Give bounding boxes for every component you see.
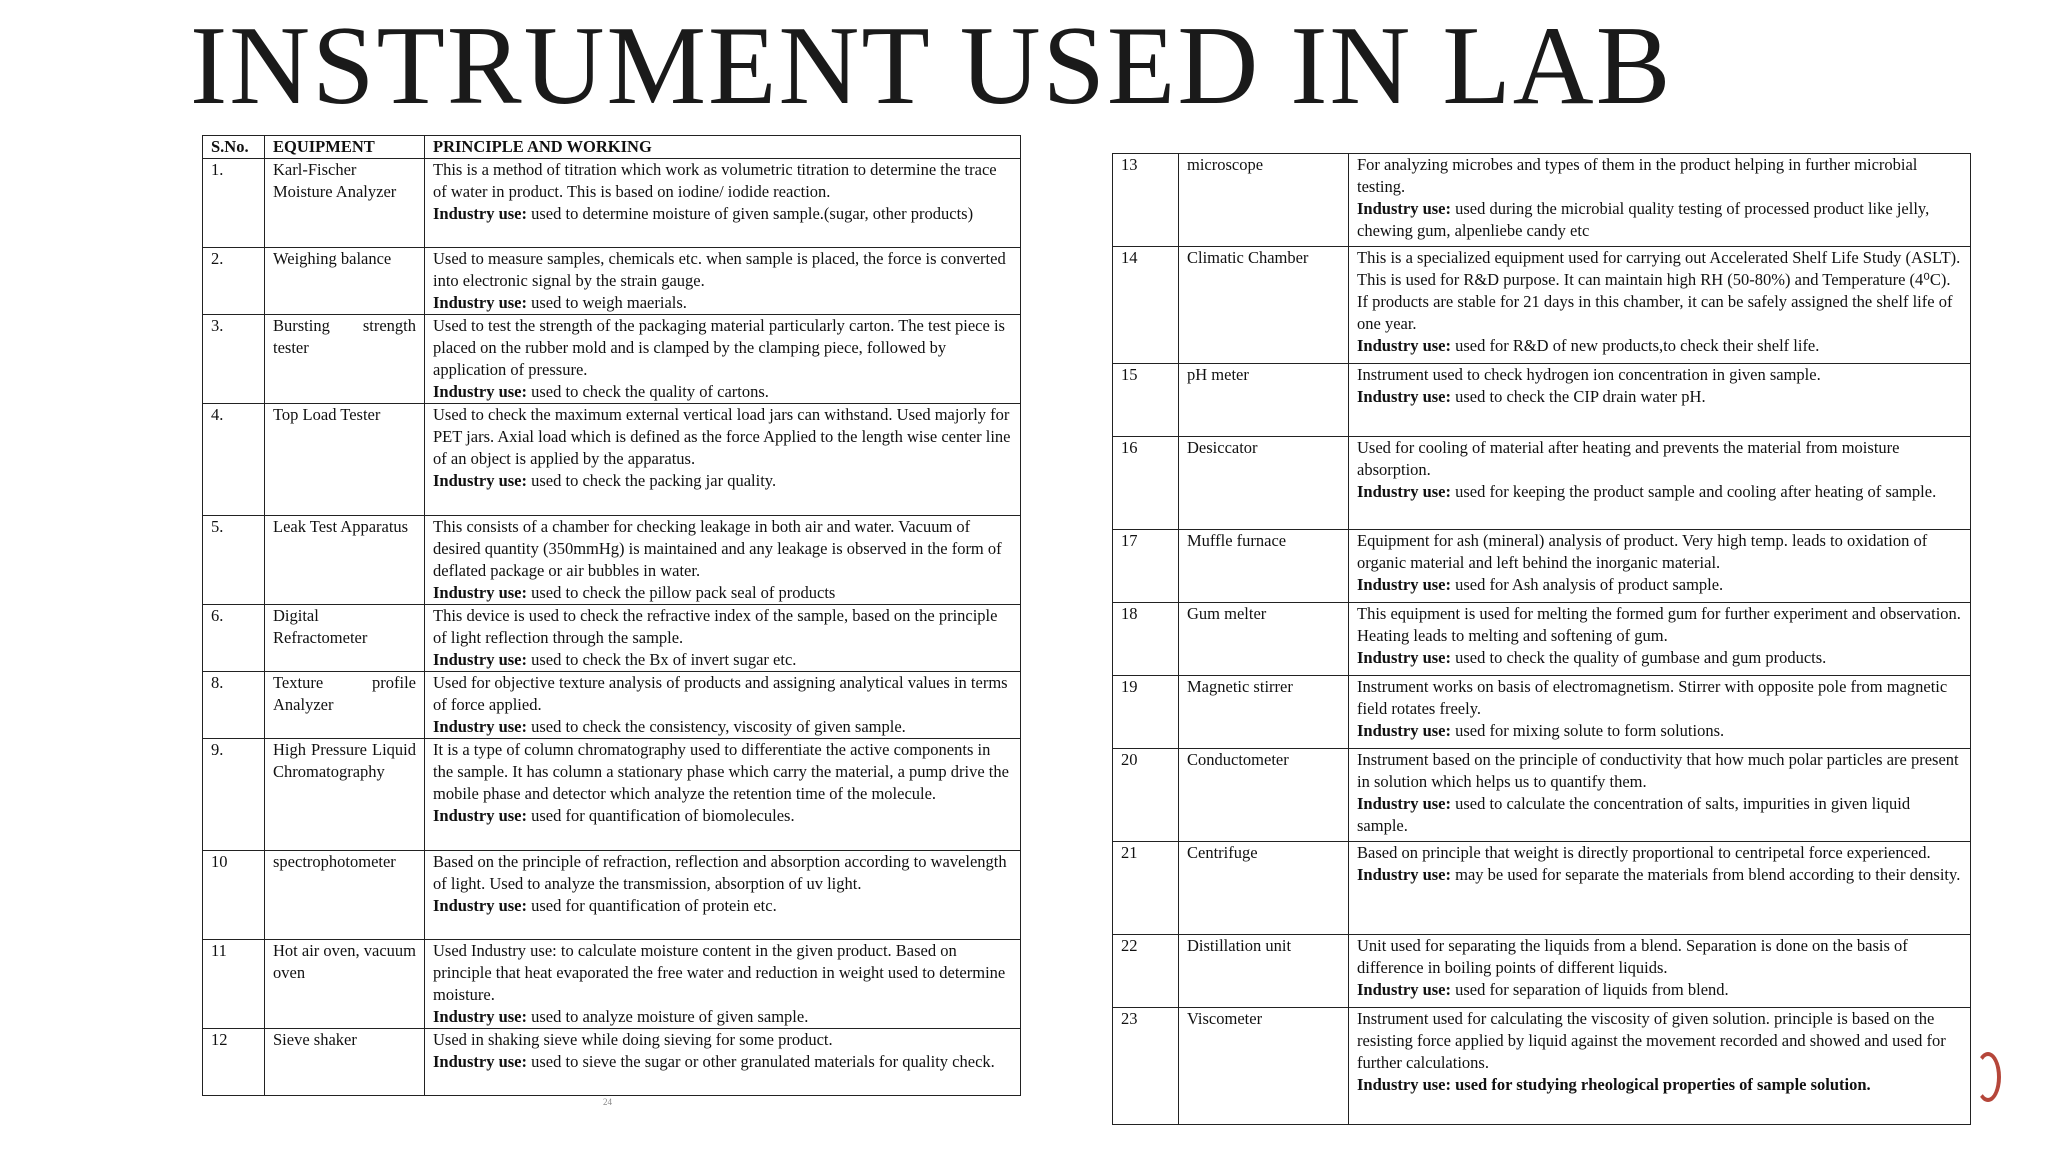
industry-use-text: used to check the quality of gumbase and gum products. [1455, 648, 1827, 667]
right-table-body [1113, 154, 1971, 1125]
principle-text: Used to check the maximum external vertical load jars can withstand. Used majorly for PET jars. Axial load which is defined as the force Applied to the length wise center line of an object is applied by the apparatus. [433, 405, 1011, 468]
industry-use-label: Industry use: [433, 717, 527, 736]
table-row [1113, 603, 1971, 676]
table-row [203, 248, 1021, 315]
serial-number-cell: 16 [1113, 437, 1179, 530]
principle-text: Instrument works on basis of electromagnetism. Stirrer with opposite pole from magnetic field rotates freely. [1357, 677, 1948, 718]
left-table-body [203, 159, 1021, 1096]
industry-use-text: used for mixing solute to form solutions. [1455, 721, 1725, 740]
table-row [203, 1029, 1021, 1096]
serial-number-cell: 2. [203, 248, 265, 315]
industry-use-label: Industry use: [1357, 648, 1451, 667]
table-row [203, 672, 1021, 739]
table-row [1113, 364, 1971, 437]
principle-text: This equipment is used for melting the formed gum for further experiment and observation. Heating leads to melting and softening of gum. [1357, 604, 1961, 645]
industry-use-label: Industry use: [1357, 1075, 1451, 1094]
principle-text: This consists of a chamber for checking leakage in both air and water. Vacuum of desired quantity (350mmHg) is maintained and any leakage is observed in the form of deflated package or air bubbles in water. [433, 517, 1002, 580]
principle-text: Instrument based on the principle of conductivity that how much polar particles are present in solution which helps us to quantify them. [1357, 750, 1959, 791]
industry-use-text: used to weigh maerials. [531, 293, 687, 312]
industry-use-text: used during the microbial quality testing of processed product like jelly, chewing gum, alpenliebe candy etc [1357, 199, 1930, 240]
principle-cell [425, 672, 1021, 739]
equipment-name-cell: Viscometer [1179, 1008, 1349, 1125]
equipment-name-cell: Sieve shaker [265, 1029, 425, 1096]
serial-number-cell: 1. [203, 159, 265, 248]
industry-use-text: used to check the CIP drain water pH. [1455, 387, 1706, 406]
principle-cell [425, 315, 1021, 404]
principle-cell [425, 248, 1021, 315]
table-row [203, 605, 1021, 672]
principle-cell [1349, 603, 1971, 676]
principle-text: Instrument used to check hydrogen ion concentration in given sample. [1357, 365, 1821, 384]
equipment-name-cell: Leak Test Apparatus [265, 516, 425, 605]
industry-use-label: Industry use: [433, 583, 527, 602]
industry-use-text: used for Ash analysis of product sample. [1455, 575, 1724, 594]
equipment-name-cell: Magnetic stirrer [1179, 676, 1349, 749]
principle-cell [1349, 154, 1971, 247]
principle-text: Instrument used for calculating the viscosity of given solution. principle is based on the resisting force applied by liquid against the movement recorded and showed and used for further calculations. [1357, 1009, 1946, 1072]
equipment-name-cell: microscope [1179, 154, 1349, 247]
equipment-name-cell: Top Load Tester [265, 404, 425, 516]
header-sno: S.No. [203, 136, 265, 159]
serial-number-cell: 12 [203, 1029, 265, 1096]
industry-use-label: Industry use: [1357, 980, 1451, 999]
equipment-name-cell: spectrophotometer [265, 851, 425, 940]
industry-use-text: used to check the quality of cartons. [531, 382, 769, 401]
industry-use-text: used to check the pillow pack seal of products [531, 583, 836, 602]
header-equipment: EQUIPMENT [265, 136, 425, 159]
serial-number-cell: 11 [203, 940, 265, 1029]
industry-use-text: used to check the packing jar quality. [531, 471, 777, 490]
serial-number-cell: 23 [1113, 1008, 1179, 1125]
serial-number-cell: 5. [203, 516, 265, 605]
equipment-name-cell: Weighing balance [265, 248, 425, 315]
equipment-name-cell: High Pressure Liquid Chromatography [265, 739, 425, 851]
serial-number-cell: 3. [203, 315, 265, 404]
principle-cell [425, 940, 1021, 1029]
principle-cell [425, 404, 1021, 516]
equipment-name-cell: Conductometer [1179, 749, 1349, 842]
table-row [203, 516, 1021, 605]
principle-cell [1349, 842, 1971, 935]
industry-use-text: used to check the Bx of invert sugar etc. [531, 650, 797, 669]
principle-cell [425, 516, 1021, 605]
industry-use-text: used to check the consistency, viscosity of given sample. [531, 717, 906, 736]
principle-cell [425, 1029, 1021, 1096]
table-header-row [203, 136, 1021, 159]
table-row [1113, 842, 1971, 935]
serial-number-cell: 9. [203, 739, 265, 851]
serial-number-cell: 4. [203, 404, 265, 516]
industry-use-label: Industry use: [433, 1052, 527, 1071]
principle-text: Used for cooling of material after heating and prevents the material from moisture absorption. [1357, 438, 1900, 479]
equipment-name-cell: Bursting strength tester [265, 315, 425, 404]
principle-text: This device is used to check the refractive index of the sample, based on the principle of light reflection through the sample. [433, 606, 998, 647]
principle-text: Used in shaking sieve while doing sieving for some product. [433, 1030, 833, 1049]
principle-text: This is a method of titration which work as volumetric titration to determine the trace of water in product. This is based on iodine/ iodide reaction. [433, 160, 997, 201]
principle-text: Based on principle that weight is directly proportional to centripetal force experienced. [1357, 843, 1931, 862]
equipment-name-cell: Texture profile Analyzer [265, 672, 425, 739]
serial-number-cell: 8. [203, 672, 265, 739]
serial-number-cell: 18 [1113, 603, 1179, 676]
principle-text: It is a type of column chromatography used to differentiate the active components in the sample. It has column a stationary phase which carry the material, a pump drive the mobile phase and detector which analyze the retention time of the molecule. [433, 740, 1009, 803]
equipment-name-cell: pH meter [1179, 364, 1349, 437]
equipment-table-right [1112, 153, 1971, 1125]
industry-use-label: Industry use: [1357, 794, 1451, 813]
serial-number-cell: 6. [203, 605, 265, 672]
principle-text: Based on the principle of refraction, reflection and absorption according to wavelength of light. Used to analyze the transmission, absorption of uv light. [433, 852, 1007, 893]
principle-text: Used to measure samples, chemicals etc. when sample is placed, the force is converted into electronic signal by the strain gauge. [433, 249, 1006, 290]
principle-cell [1349, 749, 1971, 842]
industry-use-text: used to sieve the sugar or other granulated materials for quality check. [531, 1052, 995, 1071]
industry-use-text: used for separation of liquids from blend. [1455, 980, 1729, 999]
industry-use-text: may be used for separate the materials from blend according to their density. [1455, 865, 1961, 884]
serial-number-cell: 13 [1113, 154, 1179, 247]
table-row [1113, 530, 1971, 603]
equipment-name-cell: Climatic Chamber [1179, 247, 1349, 364]
principle-text: For analyzing microbes and types of them in the product helping in further microbial testing. [1357, 155, 1918, 196]
slide-title: INSTRUMENT USED IN LAB [190, 4, 1673, 128]
equipment-name-cell: Desiccator [1179, 437, 1349, 530]
equipment-name-cell: Muffle furnace [1179, 530, 1349, 603]
serial-number-cell: 19 [1113, 676, 1179, 749]
industry-use-text: used to calculate the concentration of salts, impurities in given liquid sample. [1357, 794, 1911, 835]
header-principle: PRINCIPLE AND WORKING [425, 136, 1021, 159]
industry-use-label: Industry use: [1357, 721, 1451, 740]
table-row [203, 404, 1021, 516]
table-row [203, 159, 1021, 248]
table-row [1113, 1008, 1971, 1125]
decorative-swirl-icon [1975, 1052, 2001, 1102]
principle-cell [1349, 437, 1971, 530]
table-row [203, 940, 1021, 1029]
page-number: 24 [603, 1097, 612, 1107]
equipment-name-cell: Karl-Fischer Moisture Analyzer [265, 159, 425, 248]
industry-use-label: Industry use: [1357, 575, 1451, 594]
principle-text: Used for objective texture analysis of products and assigning analytical values in terms of force applied. [433, 673, 1008, 714]
equipment-name-cell: Digital Refractometer [265, 605, 425, 672]
industry-use-text: used for quantification of biomolecules. [531, 806, 795, 825]
principle-text: Equipment for ash (mineral) analysis of product. Very high temp. leads to oxidation of organic material and left behind the inorganic material. [1357, 531, 1928, 572]
serial-number-cell: 17 [1113, 530, 1179, 603]
serial-number-cell: 10 [203, 851, 265, 940]
equipment-table-left [202, 135, 1021, 1096]
principle-cell [1349, 247, 1971, 364]
industry-use-text: used for quantification of protein etc. [531, 896, 777, 915]
serial-number-cell: 20 [1113, 749, 1179, 842]
industry-use-label: Industry use: [1357, 865, 1451, 884]
principle-text: Used Industry use: to calculate moisture content in the given product. Based on principle that heat evaporated the free water and reduction in weight used to determine moisture. [433, 941, 1006, 1004]
industry-use-label: Industry use: [433, 1007, 527, 1026]
table-row [203, 851, 1021, 940]
principle-cell [425, 605, 1021, 672]
table-row [203, 315, 1021, 404]
principle-cell [1349, 676, 1971, 749]
table-row [203, 739, 1021, 851]
industry-use-text: used for R&D of new products,to check their shelf life. [1455, 336, 1820, 355]
equipment-name-cell: Gum melter [1179, 603, 1349, 676]
table-row [1113, 247, 1971, 364]
industry-use-text: used to analyze moisture of given sample. [531, 1007, 809, 1026]
serial-number-cell: 15 [1113, 364, 1179, 437]
industry-use-label: Industry use: [1357, 387, 1451, 406]
table-row [1113, 154, 1971, 247]
table-row [1113, 676, 1971, 749]
equipment-name-cell: Centrifuge [1179, 842, 1349, 935]
table-row [1113, 437, 1971, 530]
serial-number-cell: 22 [1113, 935, 1179, 1008]
industry-use-label: Industry use: [1357, 336, 1451, 355]
table-row [1113, 935, 1971, 1008]
serial-number-cell: 21 [1113, 842, 1179, 935]
principle-cell [425, 739, 1021, 851]
serial-number-cell: 14 [1113, 247, 1179, 364]
principle-text: This is a specialized equipment used for carrying out Accelerated Shelf Life Study (ASLT). This is used for R&D purpose. It can maintain high RH (50-80%) and Temperature (4⁰C). If products are stable for 21 days in this chamber, it can be safely assigned the shelf life of one year. [1357, 248, 1961, 333]
principle-cell [1349, 1008, 1971, 1125]
industry-use-label: Industry use: [433, 204, 527, 223]
industry-use-label: Industry use: [433, 382, 527, 401]
industry-use-label: Industry use: [433, 806, 527, 825]
industry-use-label: Industry use: [433, 293, 527, 312]
industry-use-label: Industry use: [1357, 199, 1451, 218]
industry-use-label: Industry use: [433, 896, 527, 915]
principle-text: Unit used for separating the liquids from a blend. Separation is done on the basis of difference in boiling points of different liquids. [1357, 936, 1908, 977]
principle-cell [425, 159, 1021, 248]
principle-cell [1349, 364, 1971, 437]
table-row [1113, 749, 1971, 842]
industry-use-label: Industry use: [1357, 482, 1451, 501]
principle-cell [1349, 935, 1971, 1008]
principle-cell [1349, 530, 1971, 603]
industry-use-label: Industry use: [433, 471, 527, 490]
industry-use-text: used for studying rheological properties of sample solution. [1455, 1075, 1871, 1094]
principle-text: Used to test the strength of the packaging material particularly carton. The test piece is placed on the rubber mold and is clamped by the clamping piece, followed by application of pressure. [433, 316, 1005, 379]
equipment-name-cell: Hot air oven, vacuum oven [265, 940, 425, 1029]
equipment-name-cell: Distillation unit [1179, 935, 1349, 1008]
industry-use-label: Industry use: [433, 650, 527, 669]
principle-cell [425, 851, 1021, 940]
industry-use-text: used to determine moisture of given sample.(sugar, other products) [531, 204, 974, 223]
industry-use-text: used for keeping the product sample and cooling after heating of sample. [1455, 482, 1937, 501]
